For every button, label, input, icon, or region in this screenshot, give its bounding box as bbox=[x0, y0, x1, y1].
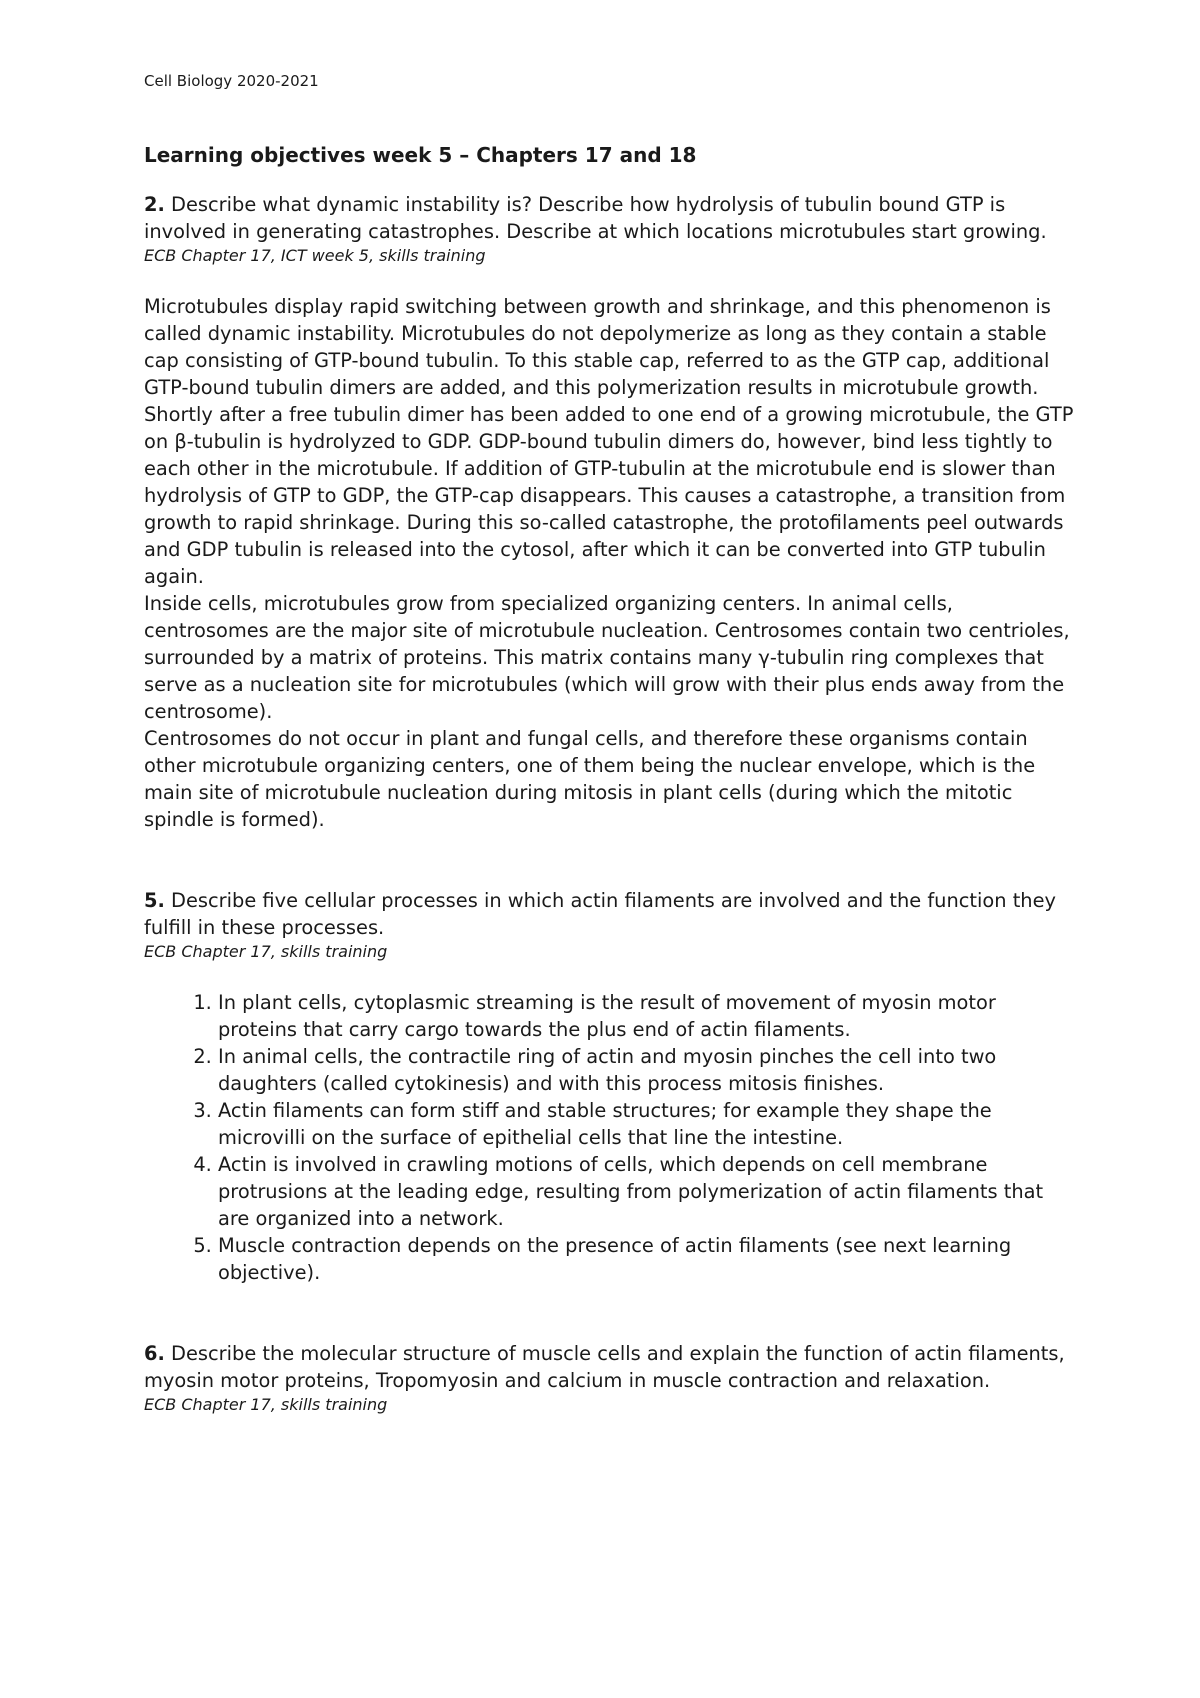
objective-2 bbox=[144, 191, 1074, 833]
page-header: Cell Biology 2020-2021 bbox=[144, 72, 319, 90]
objective-5-text: Describe five cellular processes in which actin filaments are involved and the function they fulfill in these processes. bbox=[144, 889, 1057, 939]
document-body bbox=[144, 142, 1074, 1442]
objective-2-answer-paragraph: Inside cells, microtubules grow from specialized organizing centers. In animal cells, centrosomes are the major site of microtubule nucleation. Centrosomes contain two centrioles, surrounded by a matrix of proteins. This matrix contains many γ-tubulin ring complexes that serve as a nucleation site for microtubules (which will grow with their plus ends away from the centrosome). bbox=[144, 592, 1070, 723]
objective-6-reference: ECB Chapter 17, skills training bbox=[144, 1395, 388, 1414]
objective-6-text: Describe the molecular structure of muscle cells and explain the function of actin filaments, myosin motor proteins, Tropomyosin and calcium in muscle contraction and relaxation. bbox=[144, 1342, 1065, 1392]
objective-5-answer-list bbox=[144, 989, 1074, 1286]
list-item: 2. In animal cells, the contractile ring of actin and myosin pinches the cell into two daughters (called cytokinesis) and with this process mitosis finishes. bbox=[218, 1043, 1074, 1097]
list-item: 3. Actin filaments can form stiff and stable structures; for example they shape the microvilli on the surface of epithelial cells that line the intestine. bbox=[218, 1097, 1074, 1151]
list-item: 5. Muscle contraction depends on the presence of actin filaments (see next learning objective). bbox=[218, 1232, 1074, 1286]
objective-2-answer-paragraph: Microtubules display rapid switching between growth and shrinkage, and this phenomenon is called dynamic instability. Microtubules do not depolymerize as long as they contain a stable cap consisting of GTP-bound tubulin. To this stable cap, referred to as the GTP cap, additional GTP-bound tubulin dimers are added, and this polymerization results in microtubule growth. Shortly after a free tubulin dimer has been added to one end of a growing microtubule, the GTP on β-tubulin is hydrolyzed to GDP. GDP-bound tubulin dimers do, however, bind less tightly to each other in the microtubule. If addition of GTP-tubulin at the microtubule end is slower than hydrolysis of GTP to GDP, the GTP-cap disappears. This causes a catastrophe, a transition from growth to rapid shrinkage. During this so-called catastrophe, the protofilaments peel outwards and GDP tubulin is released into the cytosol, after which it can be converted into GTP tubulin again. bbox=[144, 295, 1074, 588]
objective-2-question bbox=[144, 191, 1074, 245]
objective-5 bbox=[144, 887, 1074, 1286]
objective-5-reference: ECB Chapter 17, skills training bbox=[144, 942, 388, 961]
objective-5-question bbox=[144, 887, 1074, 941]
objective-2-number: 2. bbox=[144, 193, 165, 216]
objective-2-text: Describe what dynamic instability is? Describe how hydrolysis of tubulin bound GTP is involved in generating catastrophes. Describe at which locations microtubules start growing. bbox=[144, 193, 1047, 243]
objective-6-number: 6. bbox=[144, 1342, 165, 1365]
objective-2-reference: ECB Chapter 17, ICT week 5, skills training bbox=[144, 246, 486, 265]
objective-2-answer-paragraph: Centrosomes do not occur in plant and fungal cells, and therefore these organisms contain other microtubule organizing centers, one of them being the nuclear envelope, which is the main site of microtubule nucleation during mitosis in plant cells (during which the mitotic spindle is formed). bbox=[144, 727, 1036, 831]
document-title: Learning objectives week 5 – Chapters 17 and 18 bbox=[144, 143, 697, 167]
objective-6-question bbox=[144, 1340, 1074, 1394]
list-item: 4. Actin is involved in crawling motions of cells, which depends on cell membrane protrusions at the leading edge, resulting from polymerization of actin filaments that are organized into a network. bbox=[218, 1151, 1074, 1232]
objective-5-number: 5. bbox=[144, 889, 165, 912]
list-item: 1. In plant cells, cytoplasmic streaming is the result of movement of myosin motor proteins that carry cargo towards the plus end of actin filaments. bbox=[218, 989, 1074, 1043]
objective-6 bbox=[144, 1340, 1074, 1416]
